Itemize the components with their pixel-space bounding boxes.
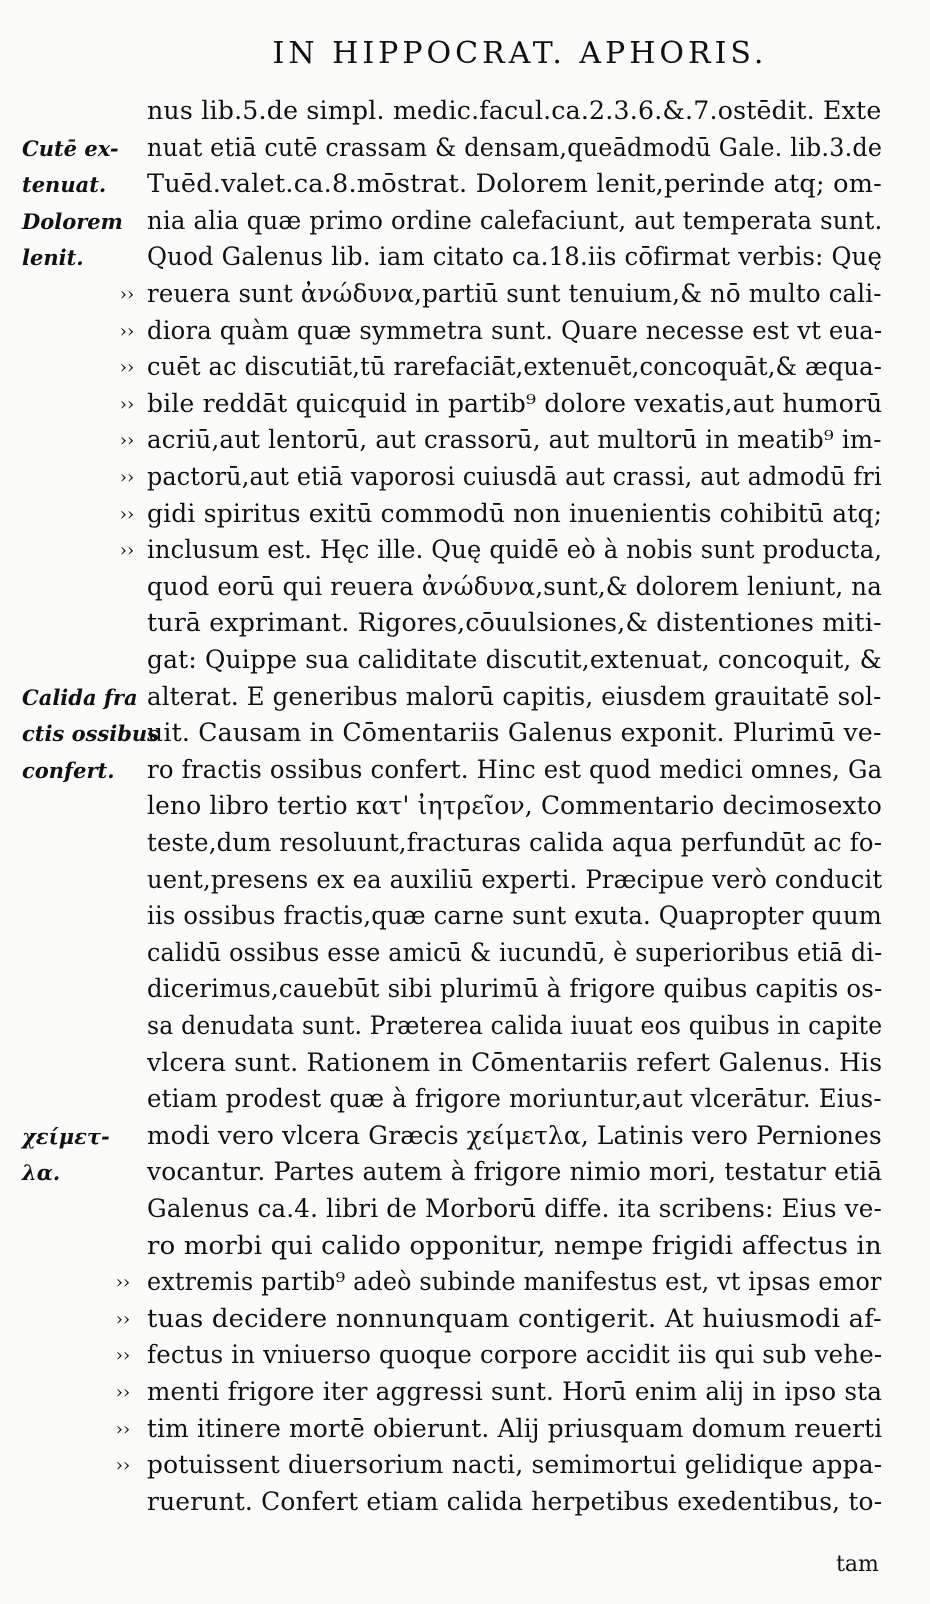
margin-note: Cutē ex- [22, 135, 119, 161]
margin-note: λα. [22, 1160, 61, 1186]
text-line: gat: Quippe sua caliditate discutit,extenuat, concoquit, & [147, 645, 882, 674]
text-line: calidū ossibus esse amicū & iucundū, è superioribus etiā di- [147, 937, 883, 967]
quotation-marker: ›› [115, 1418, 131, 1440]
text-line: uent,presens ex ea auxiliū experti. Præcipue verò conducit [147, 864, 883, 894]
text-line: tim itinere mortē obierunt. Alij priusquam domum reuerti [147, 1413, 883, 1443]
quotation-marker: ›› [119, 393, 135, 415]
text-line: turā exprimant. Rigores,cōuulsiones,& distentiones miti- [147, 608, 882, 638]
text-line: extremis partib⁹ adeò subinde manifestus est, vt ipsas emor [147, 1267, 882, 1297]
quotation-marker: ›› [115, 1272, 131, 1294]
text-line: bile reddāt quicquid in partib⁹ dolore vexatis,aut humorū [147, 388, 883, 418]
running-header: IN HIPPOCRAT. APHORIS. [272, 36, 768, 71]
quotation-marker: ›› [115, 1345, 131, 1367]
text-line: pactorū,aut etiā vaporosi cuiusdā aut crassi, aut admodū fri [147, 462, 882, 491]
text-line: quod eorū qui reuera ἀνώδυνα,sunt,& dolorem leniunt, na [147, 571, 882, 601]
text-line: modi vero vlcera Græcis χείμετλα, Latinis vero Perniones [147, 1120, 882, 1150]
text-line: fectus in vniuerso quoque corpore accidit iis qui sub vehe- [147, 1340, 883, 1370]
text-line: Galenus ca.4. libri de Morborū diffe. ita scribens: Eius ve- [147, 1194, 883, 1223]
text-line: gidi spiritus exitū commodū non inuenientis cohibitū atq; [147, 498, 883, 528]
text-line: reuera sunt ἀνώδυνα,partiū sunt tenuium,& nō multo cali- [147, 279, 882, 308]
quotation-marker: ›› [115, 1382, 131, 1403]
margin-note: confert. [22, 757, 115, 783]
quotation-marker: ›› [115, 1455, 131, 1477]
text-line: ruerunt. Confert etiam calida herpetibus exedentibus, to- [147, 1486, 883, 1516]
text-line: sa denudata sunt. Præterea calida iuuat eos quibus in capite [147, 1011, 883, 1040]
text-line: etiam prodest quæ à frigore moriuntur,aut vlcerātur. Eius- [147, 1084, 882, 1114]
text-line: vocantur. Partes autem à frigore nimio mori, testatur etiā [147, 1157, 883, 1187]
text-line: Tuēd.valet.ca.8.mōstrat. Dolorem lenit,perinde atq; om- [147, 169, 883, 199]
text-line: dicerimus,cauebūt sibi plurimū à frigore quibus capitis os- [147, 974, 883, 1004]
quotation-marker: ›› [119, 430, 135, 452]
text-line: cuēt ac discutiāt,tū rarefaciāt,extenuēt,concoquāt,& æqua- [147, 352, 883, 382]
quotation-marker: ›› [119, 284, 135, 305]
text-line: nia alia quæ primo ordine calefaciunt, aut temperata sunt. [147, 205, 883, 235]
quotation-marker: ›› [115, 1308, 131, 1330]
catchword: tam [836, 1552, 879, 1577]
quotation-marker: ›› [119, 320, 135, 342]
text-line: inclusum est. Hęc ille. Quę quidē eò à nobis sunt producta, [147, 535, 883, 565]
margin-note: tenuat. [22, 172, 107, 198]
margin-note: lenit. [22, 245, 84, 271]
text-line: iis ossibus fractis,quæ carne sunt exuta. Quapropter quum [147, 901, 882, 931]
text-line: diora quàm quæ symmetra sunt. Quare necesse est vt eua- [147, 315, 883, 345]
text-line: vlcera sunt. Rationem in Cōmentariis refert Galenus. His [147, 1047, 883, 1077]
text-line: leno libro tertio κατ' ἰητρεῖον, Commentario decimosexto [147, 791, 882, 821]
quotation-marker: ›› [119, 503, 135, 525]
text-line: alterat. E generibus malorū capitis, eiusdem grauitatē sol- [147, 681, 882, 711]
margin-note: Calida fra [22, 684, 138, 710]
text-line: menti frigore iter aggressi sunt. Horū enim alij in ipso sta [147, 1377, 883, 1406]
quotation-marker: ›› [119, 540, 135, 562]
margin-note: Dolorem [22, 208, 123, 234]
text-line: ro morbi qui calido opponitur, nempe frigidi affectus in [147, 1230, 882, 1260]
quotation-marker: ›› [119, 357, 135, 379]
margin-note: ctis ossibus [22, 721, 160, 747]
text-line: teste,dum resoluunt,fracturas calida aqua perfundūt ac fo- [147, 828, 883, 857]
text-line: nus lib.5.de simpl. medic.facul.ca.2.3.6.&.7.ostēdit. Exte [147, 96, 882, 125]
text-line: nuat etiā cutē crassam & densam,queādmodū Gale. lib.3.de [147, 132, 883, 162]
text-line: potuissent diuersorium nacti, semimortui gelidique appa- [147, 1450, 883, 1480]
margin-note: χείμετ- [22, 1123, 110, 1149]
text-line: acriū,aut lentorū, aut crassorū, aut multorū in meatib⁹ im- [147, 425, 882, 455]
text-line: tuas decidere nonnunquam contigerit. At huiusmodi af- [147, 1303, 882, 1333]
text-line: uit. Causam in Cōmentariis Galenus exponit. Plurimū ve- [147, 718, 882, 748]
text-line: ro fractis ossibus confert. Hinc est quod medici omnes, Ga [147, 754, 883, 784]
text-line: Quod Galenus lib. iam citato ca.18.iis cōfirmat verbis: Quę [147, 242, 883, 272]
quotation-marker: ›› [119, 467, 135, 488]
